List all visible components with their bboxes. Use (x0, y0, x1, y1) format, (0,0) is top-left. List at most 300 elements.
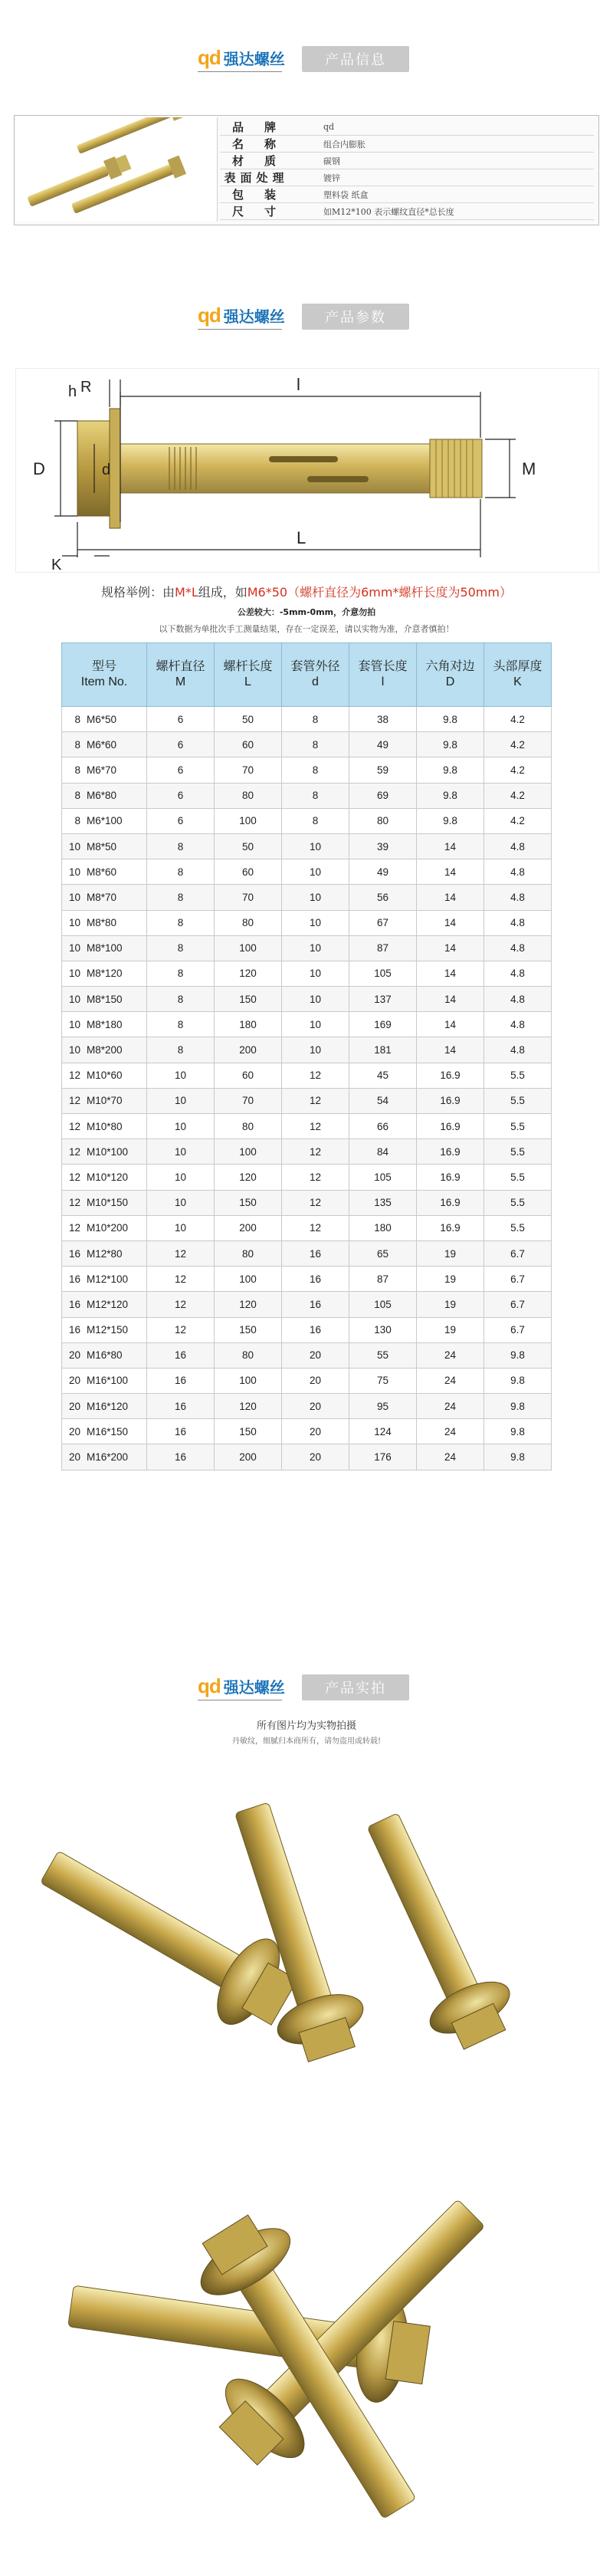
spec-cell: 181 (349, 1037, 417, 1063)
product-photo-1 (0, 1763, 613, 2124)
brand-underline (198, 71, 282, 72)
spec-cell: 10 (282, 885, 349, 910)
spec-cell: 14 (417, 1037, 484, 1063)
spec-cell: 9.8 (417, 707, 484, 732)
label-d: d (102, 462, 111, 478)
spec-cell: 80 (215, 910, 282, 935)
spec-cell: 20 (62, 1444, 83, 1470)
spec-cell: 9.8 (484, 1368, 552, 1393)
spec-cell: 16 (147, 1419, 215, 1444)
spec-cell: 8 (62, 808, 83, 833)
spec-cell: 8 (282, 783, 349, 808)
spec-cell: 120 (215, 1292, 282, 1317)
spec-cell: 6 (147, 732, 215, 757)
spec-cell: 10 (147, 1139, 215, 1165)
spec-cell: 8 (62, 757, 83, 783)
spec-cell: M10*70 (82, 1088, 147, 1113)
spec-cell: 105 (349, 1292, 417, 1317)
spec-table-row (62, 1215, 552, 1240)
spec-cell: 45 (349, 1063, 417, 1088)
spec-cell: 8 (147, 833, 215, 859)
spec-cell: 16 (282, 1292, 349, 1317)
spec-cell: 12 (62, 1190, 83, 1215)
spec-table-row (62, 1114, 552, 1139)
spec-cell: 10 (282, 859, 349, 885)
spec-cell: 80 (215, 1114, 282, 1139)
spec-cell: 8 (147, 1037, 215, 1063)
spec-cell: 70 (215, 885, 282, 910)
spec-cell: 54 (349, 1088, 417, 1113)
brand-qd-mark: qd (198, 45, 221, 69)
info-label: 名 称 (220, 136, 293, 153)
spec-cell: 14 (417, 833, 484, 859)
spec-header-cell: 套管长度 l (349, 643, 417, 707)
spec-cell: 20 (62, 1368, 83, 1393)
spec-cell: 67 (349, 910, 417, 935)
spec-cell: 137 (349, 987, 417, 1012)
spec-cell: 6.7 (484, 1292, 552, 1317)
brand-name: 强达螺丝 (223, 307, 285, 326)
spec-cell: 120 (215, 1394, 282, 1419)
info-value: 碳钢 (293, 153, 594, 169)
spec-cell: 80 (215, 783, 282, 808)
spec-cell: M10*80 (82, 1114, 147, 1139)
section-title-info: 产品信息 (302, 46, 409, 72)
spec-cell: 180 (349, 1215, 417, 1240)
spec-cell: 24 (417, 1342, 484, 1368)
spec-cell: 4.8 (484, 833, 552, 859)
spec-example: 规格举例：由M*L组成，如M6*50（螺杆直径为6mm*螺杆长度为50mm） (101, 585, 512, 600)
spec-cell: 16 (62, 1267, 83, 1292)
spec-cell: 4.8 (484, 1037, 552, 1063)
brand-logo (198, 46, 285, 69)
spec-cell: 8 (62, 783, 83, 808)
spec-cell: 9.8 (417, 732, 484, 757)
spec-cell: 50 (215, 833, 282, 859)
spec-cell: 20 (62, 1419, 83, 1444)
spec-cell: 6.7 (484, 1317, 552, 1342)
spec-cell: 20 (282, 1444, 349, 1470)
spec-cell: 16 (147, 1342, 215, 1368)
spec-cell: 4.2 (484, 757, 552, 783)
spec-cell: 66 (349, 1114, 417, 1139)
spec-cell: 9.8 (484, 1394, 552, 1419)
spec-cell: 14 (417, 885, 484, 910)
info-row (220, 169, 594, 186)
spec-table-row (62, 757, 552, 783)
product-info-panel (14, 115, 599, 225)
spec-cell: 8 (147, 885, 215, 910)
spec-cell: 16.9 (417, 1215, 484, 1240)
spec-cell: 10 (147, 1165, 215, 1190)
spec-cell: 10 (62, 859, 83, 885)
measurement-note: 以下数据为单批次手工测量结果，存在一定误差，请以实物为准，介意者慎拍！ (159, 624, 454, 634)
spec-cell: 49 (349, 732, 417, 757)
spec-cell: 8 (147, 910, 215, 935)
label-l: l (297, 375, 300, 394)
spec-cell: 80 (215, 1342, 282, 1368)
spec-table (61, 642, 552, 1470)
brand-logo (198, 304, 285, 327)
spec-cell: 16 (147, 1444, 215, 1470)
spec-cell: 12 (147, 1267, 215, 1292)
spec-cell: M16*200 (82, 1444, 147, 1470)
spec-cell: 12 (147, 1317, 215, 1342)
spec-cell: 16 (147, 1368, 215, 1393)
spec-cell: 20 (282, 1342, 349, 1368)
info-label: 尺 寸 (220, 203, 293, 220)
spec-cell: 24 (417, 1444, 484, 1470)
spec-cell: 5.5 (484, 1114, 552, 1139)
spec-cell: 4.8 (484, 1012, 552, 1037)
spec-cell: 10 (282, 910, 349, 935)
spec-cell: M8*200 (82, 1037, 147, 1063)
info-label: 包 装 (220, 186, 293, 203)
spec-cell: 4.8 (484, 910, 552, 935)
spec-cell: 20 (282, 1394, 349, 1419)
info-row (220, 186, 594, 203)
brand-name: 强达螺丝 (223, 1677, 285, 1697)
spec-cell: 100 (215, 935, 282, 961)
spec-cell: 10 (62, 987, 83, 1012)
spec-cell: M16*80 (82, 1342, 147, 1368)
spec-cell: 10 (62, 833, 83, 859)
spec-cell: 16.9 (417, 1139, 484, 1165)
spec-cell: 4.8 (484, 961, 552, 986)
photo-caption-main: 所有图片均为实物拍摄 (256, 1720, 356, 1732)
spec-header-cell: 套管外径 d (282, 643, 349, 707)
spec-table-row (62, 961, 552, 986)
info-value: 塑料袋 纸盒 (293, 186, 594, 203)
spec-cell: 176 (349, 1444, 417, 1470)
spec-cell: 150 (215, 1190, 282, 1215)
spec-cell: 5.5 (484, 1190, 552, 1215)
spec-cell: 150 (215, 987, 282, 1012)
spec-cell: 9.8 (484, 1342, 552, 1368)
spec-cell: 19 (417, 1240, 484, 1266)
spec-cell: 12 (282, 1215, 349, 1240)
spec-cell: M6*80 (82, 783, 147, 808)
spec-cell: 20 (62, 1342, 83, 1368)
spec-cell: 14 (417, 859, 484, 885)
spec-table-row (62, 1012, 552, 1037)
spec-cell: 59 (349, 757, 417, 783)
spec-cell: 120 (215, 1165, 282, 1190)
spec-cell: 12 (62, 1215, 83, 1240)
section-header-params (0, 293, 613, 339)
spec-cell: 69 (349, 783, 417, 808)
spec-cell: 8 (62, 707, 83, 732)
brand-logo (198, 1674, 285, 1697)
label-K: K (51, 557, 62, 572)
tolerance-note: 公差较大：-5mm-0mm，介意勿拍 (237, 607, 376, 617)
spec-cell: M10*60 (82, 1063, 147, 1088)
spec-cell: 24 (417, 1419, 484, 1444)
spec-cell: 8 (147, 961, 215, 986)
spec-header-cell: 螺杆直径 M (147, 643, 215, 707)
spec-cell: 9.8 (484, 1419, 552, 1444)
spec-cell: 87 (349, 1267, 417, 1292)
spec-cell: 12 (282, 1088, 349, 1113)
spec-table-row (62, 910, 552, 935)
spec-cell: M8*70 (82, 885, 147, 910)
spec-cell: 10 (282, 833, 349, 859)
spec-table-row (62, 1240, 552, 1266)
spec-cell: 60 (215, 1063, 282, 1088)
spec-table-row (62, 808, 552, 833)
brand-name: 强达螺丝 (223, 49, 285, 68)
spec-cell: 169 (349, 1012, 417, 1037)
spec-cell: 4.8 (484, 859, 552, 885)
label-R: R (80, 379, 92, 396)
spec-cell: 200 (215, 1215, 282, 1240)
spec-cell: 6 (147, 707, 215, 732)
spec-cell: 24 (417, 1394, 484, 1419)
spec-cell: 60 (215, 859, 282, 885)
spec-cell: 5.5 (484, 1063, 552, 1088)
spec-cell: 16 (147, 1394, 215, 1419)
spec-cell: 14 (417, 987, 484, 1012)
spec-cell: M10*200 (82, 1215, 147, 1240)
spec-table-row (62, 1037, 552, 1063)
spec-cell: 10 (62, 935, 83, 961)
label-M: M (522, 459, 536, 478)
spec-header-cell: 头部厚度 K (484, 643, 552, 707)
spec-cell: M16*100 (82, 1368, 147, 1393)
spec-cell: 16.9 (417, 1114, 484, 1139)
spec-cell: 8 (282, 808, 349, 833)
spec-table-row (62, 1190, 552, 1215)
spec-cell: M12*100 (82, 1267, 147, 1292)
spec-cell: 70 (215, 757, 282, 783)
spec-cell: M8*60 (82, 859, 147, 885)
spec-cell: M6*60 (82, 732, 147, 757)
label-D: D (33, 459, 45, 478)
info-row (220, 203, 594, 220)
info-value: 如M12*100 表示螺纹直径*总长度 (293, 203, 594, 220)
spec-cell: 16.9 (417, 1088, 484, 1113)
spec-cell: 124 (349, 1419, 417, 1444)
spec-cell: M12*120 (82, 1292, 147, 1317)
spec-cell: 12 (62, 1165, 83, 1190)
photo-caption-sub: 丹敏纹，细腻归本商所有，请勿盗用或转载! (231, 1737, 382, 1746)
spec-header-cell: 型号 Item No. (62, 643, 147, 707)
spec-cell: 4.2 (484, 707, 552, 732)
spec-cell: 10 (282, 935, 349, 961)
spec-table-header (62, 643, 552, 707)
spec-cell: 4.2 (484, 808, 552, 833)
spec-cell: 50 (215, 707, 282, 732)
spec-cell: 12 (282, 1139, 349, 1165)
spec-cell: 4.8 (484, 935, 552, 961)
spec-cell: 9.8 (484, 1444, 552, 1470)
spec-table-row (62, 1139, 552, 1165)
spec-cell: 4.8 (484, 987, 552, 1012)
spec-cell: 70 (215, 1088, 282, 1113)
spec-table-row (62, 783, 552, 808)
spec-cell: 14 (417, 1012, 484, 1037)
spec-table-row (62, 1088, 552, 1113)
spec-cell: 10 (62, 1037, 83, 1063)
spec-cell: 105 (349, 1165, 417, 1190)
spec-cell: 87 (349, 935, 417, 961)
spec-cell: 5.5 (484, 1088, 552, 1113)
spec-cell: 105 (349, 961, 417, 986)
spec-cell: 19 (417, 1292, 484, 1317)
spec-cell: 8 (147, 987, 215, 1012)
spec-cell: 95 (349, 1394, 417, 1419)
info-row (220, 119, 594, 136)
spec-cell: 12 (282, 1190, 349, 1215)
spec-cell: 9.8 (417, 783, 484, 808)
spec-table-row (62, 1165, 552, 1190)
spec-cell: 4.8 (484, 885, 552, 910)
spec-cell: 10 (282, 1037, 349, 1063)
spec-cell: 8 (282, 757, 349, 783)
spec-cell: 80 (349, 808, 417, 833)
spec-cell: M6*100 (82, 808, 147, 833)
spec-cell: 5.5 (484, 1165, 552, 1190)
spec-cell: 12 (62, 1088, 83, 1113)
spec-cell: 200 (215, 1444, 282, 1470)
spec-cell: 8 (282, 707, 349, 732)
spec-cell: 49 (349, 859, 417, 885)
spec-cell: 84 (349, 1139, 417, 1165)
spec-cell: 130 (349, 1317, 417, 1342)
spec-cell: M16*150 (82, 1419, 147, 1444)
spec-cell: 10 (147, 1215, 215, 1240)
spec-cell: 6.7 (484, 1240, 552, 1266)
spec-table-row (62, 1267, 552, 1292)
spec-cell: 12 (282, 1165, 349, 1190)
spec-cell: 12 (282, 1114, 349, 1139)
spec-cell: 6.7 (484, 1267, 552, 1292)
spec-cell: 20 (282, 1368, 349, 1393)
info-label: 品 牌 (220, 119, 293, 136)
spec-cell: 39 (349, 833, 417, 859)
spec-cell: 12 (62, 1139, 83, 1165)
spec-cell: M8*100 (82, 935, 147, 961)
spec-cell: M8*80 (82, 910, 147, 935)
spec-header-cell: 六角对边 D (417, 643, 484, 707)
spec-cell: 14 (417, 910, 484, 935)
spec-cell: M6*70 (82, 757, 147, 783)
spec-cell: 180 (215, 1012, 282, 1037)
spec-cell: 20 (62, 1394, 83, 1419)
dimension-diagram (15, 368, 599, 573)
spec-cell: 16 (282, 1317, 349, 1342)
spec-table-row (62, 1292, 552, 1317)
info-value: 组合内膨胀 (293, 136, 594, 153)
section-title-params: 产品参数 (302, 304, 409, 330)
info-label: 表面处理 (220, 169, 293, 186)
spec-cell: 38 (349, 707, 417, 732)
spec-cell: 9.8 (417, 757, 484, 783)
spec-cell: 5.5 (484, 1139, 552, 1165)
spec-cell: 16 (62, 1292, 83, 1317)
spec-cell: 65 (349, 1240, 417, 1266)
info-row (220, 136, 594, 153)
spec-cell: 16.9 (417, 1063, 484, 1088)
info-label: 材 质 (220, 153, 293, 169)
spec-cell: 80 (215, 1240, 282, 1266)
spec-cell: 12 (147, 1240, 215, 1266)
spec-cell: 19 (417, 1317, 484, 1342)
spec-cell: 135 (349, 1190, 417, 1215)
spec-table-row (62, 859, 552, 885)
label-h: h (68, 383, 77, 400)
brand-underline (198, 329, 282, 330)
spec-cell: 100 (215, 1267, 282, 1292)
spec-cell: 24 (417, 1368, 484, 1393)
spec-cell: 16 (282, 1267, 349, 1292)
spec-cell: 6 (147, 757, 215, 783)
spec-table-row (62, 1444, 552, 1470)
spec-cell: 6 (147, 808, 215, 833)
spec-cell: 10 (62, 1012, 83, 1037)
spec-table-row (62, 1394, 552, 1419)
spec-cell: M8*120 (82, 961, 147, 986)
section-header-info (0, 35, 613, 81)
spec-cell: M16*120 (82, 1394, 147, 1419)
spec-cell: 10 (147, 1114, 215, 1139)
spec-cell: 16.9 (417, 1165, 484, 1190)
label-L: L (297, 528, 306, 547)
spec-cell: M10*100 (82, 1139, 147, 1165)
spec-table-row (62, 1419, 552, 1444)
info-value: qd (293, 119, 594, 136)
spec-table-row (62, 1317, 552, 1342)
product-thumbnail (16, 117, 218, 222)
spec-cell: 16.9 (417, 1190, 484, 1215)
spec-cell: 100 (215, 808, 282, 833)
spec-table-row (62, 885, 552, 910)
spec-cell: 6 (147, 783, 215, 808)
spec-table-row (62, 1342, 552, 1368)
spec-cell: 8 (62, 732, 83, 757)
spec-table-row (62, 833, 552, 859)
brand-qd-mark: qd (198, 303, 221, 327)
section-title-photos: 产品实拍 (302, 1674, 409, 1700)
spec-cell: 10 (62, 885, 83, 910)
spec-cell: 100 (215, 1139, 282, 1165)
spec-cell: M10*120 (82, 1165, 147, 1190)
spec-cell: 10 (147, 1190, 215, 1215)
spec-cell: 4.2 (484, 732, 552, 757)
spec-cell: 120 (215, 961, 282, 986)
spec-cell: 12 (147, 1292, 215, 1317)
spec-cell: 16 (62, 1317, 83, 1342)
info-value: 镀锌 (293, 169, 594, 186)
spec-cell: 8 (147, 935, 215, 961)
spec-table-row (62, 1063, 552, 1088)
spec-cell: 14 (417, 961, 484, 986)
spec-cell: 8 (147, 1012, 215, 1037)
spec-cell: M6*50 (82, 707, 147, 732)
spec-cell: 56 (349, 885, 417, 910)
spec-cell: M8*180 (82, 1012, 147, 1037)
spec-table-row (62, 707, 552, 732)
spec-cell: 150 (215, 1419, 282, 1444)
spec-cell: 100 (215, 1368, 282, 1393)
spec-cell: M12*80 (82, 1240, 147, 1266)
spec-cell: 75 (349, 1368, 417, 1393)
spec-cell: 12 (62, 1114, 83, 1139)
spec-cell: 150 (215, 1317, 282, 1342)
spec-cell: 55 (349, 1342, 417, 1368)
spec-cell: 10 (147, 1063, 215, 1088)
spec-cell: M8*50 (82, 833, 147, 859)
